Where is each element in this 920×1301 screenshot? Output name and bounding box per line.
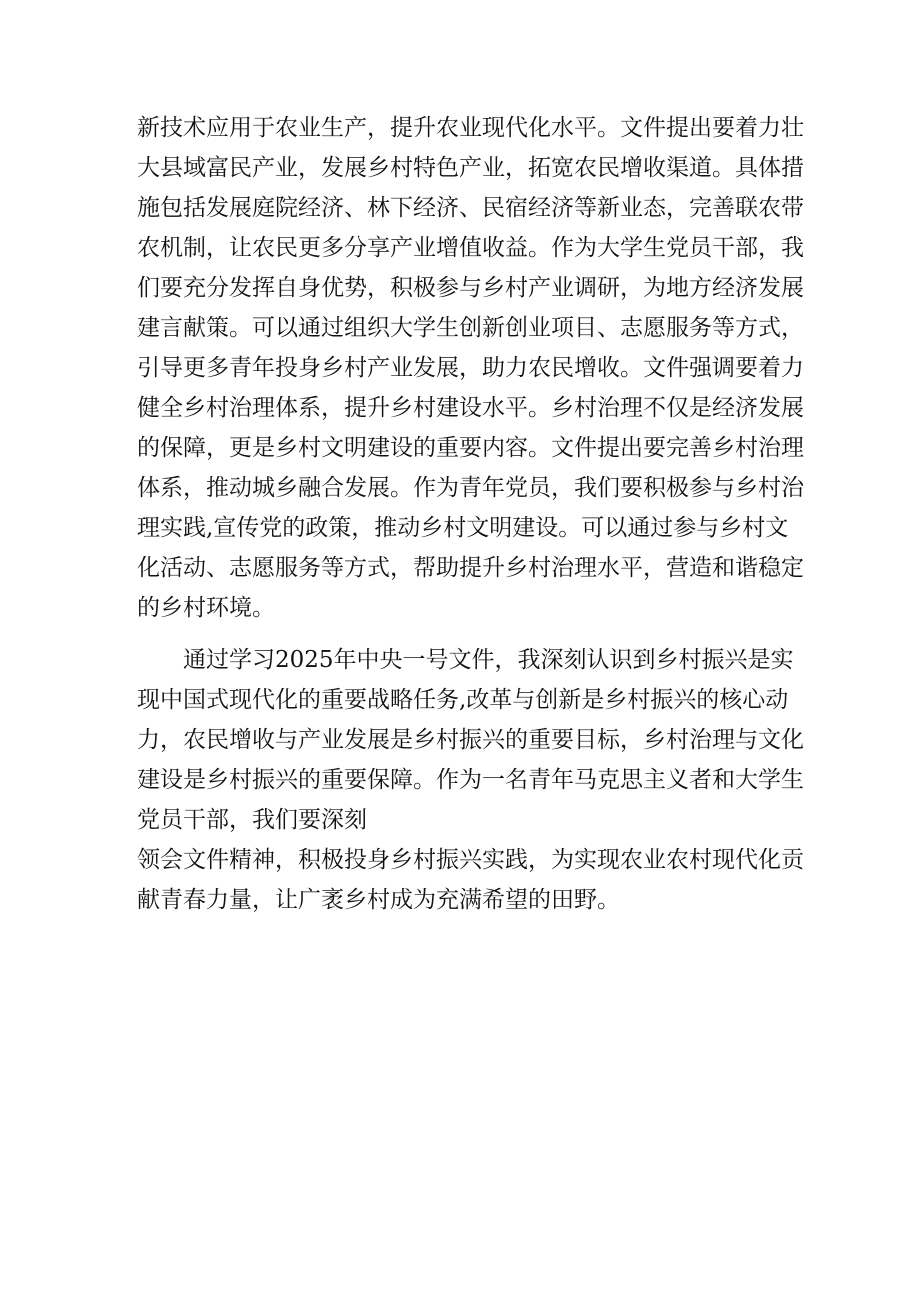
text-line: 健全乡村治理体系，提升乡村建设水平。乡村治理不仅是经济发展 [137, 395, 804, 421]
text-line: 化活动、志愿服务等方式，帮助提升乡村治理水平，营造和谐稳定 [137, 555, 804, 581]
text-line: 献青春力量，让广袤乡村成为充满希望的田野。 [137, 887, 620, 913]
text-line: 的保障，更是乡村文明建设的重要内容。文件提出要完善乡村治理 [137, 435, 804, 461]
paragraph-spacer [137, 628, 805, 640]
text-line: 领会文件精神，积极投身乡村振兴实践，为实现农业农村现代化贡 [137, 847, 804, 873]
text-line: 理实践,宣传党的政策，推动乡村文明建设。可以通过参与乡村文 [137, 515, 789, 541]
text-line: 新技术应用于农业生产，提升农业现代化水平。文件提出要着力壮 [137, 115, 804, 141]
text-line: 现中国式现代化的重要战略任务,改革与创新是乡村振兴的核心动 [137, 687, 789, 713]
text-line: 体系，推动城乡融合发展。作为青年党员，我们要积极参与乡村治 [137, 475, 804, 501]
text-line: 们要充分发挥自身优势，积极参与乡村产业调研，为地方经济发展 [137, 275, 804, 301]
text-line: 的乡村环境。 [137, 595, 275, 621]
text-line: 党员干部，我们要深刻 [137, 807, 367, 833]
text-line: 建设是乡村振兴的重要保障。作为一名青年马克思主义者和大学生 [137, 767, 804, 793]
text-line: 力，农民增收与产业发展是乡村振兴的重要目标，乡村治理与文化 [137, 727, 804, 753]
text-line: 农机制，让农民更多分享产业增值收益。作为大学生党员干部，我 [137, 235, 804, 261]
paragraph-1 [137, 108, 805, 628]
text-line: 施包括发展庭院经济、林下经济、民宿经济等新业态，完善联农带 [137, 195, 804, 221]
document-body [137, 108, 805, 920]
text-line: 通过学习2025年中央一号文件，我深刻认识到乡村振兴是实 [183, 647, 794, 673]
paragraph-2 [137, 640, 805, 920]
text-line: 建言献策。可以通过组织大学生创新创业项目、志愿服务等方式， [137, 315, 804, 341]
text-line: 引导更多青年投身乡村产业发展，助力农民增收。文件强调要着力 [137, 355, 804, 381]
text-line: 大县域富民产业，发展乡村特色产业，拓宽农民增收渠道。具体措 [137, 155, 804, 181]
